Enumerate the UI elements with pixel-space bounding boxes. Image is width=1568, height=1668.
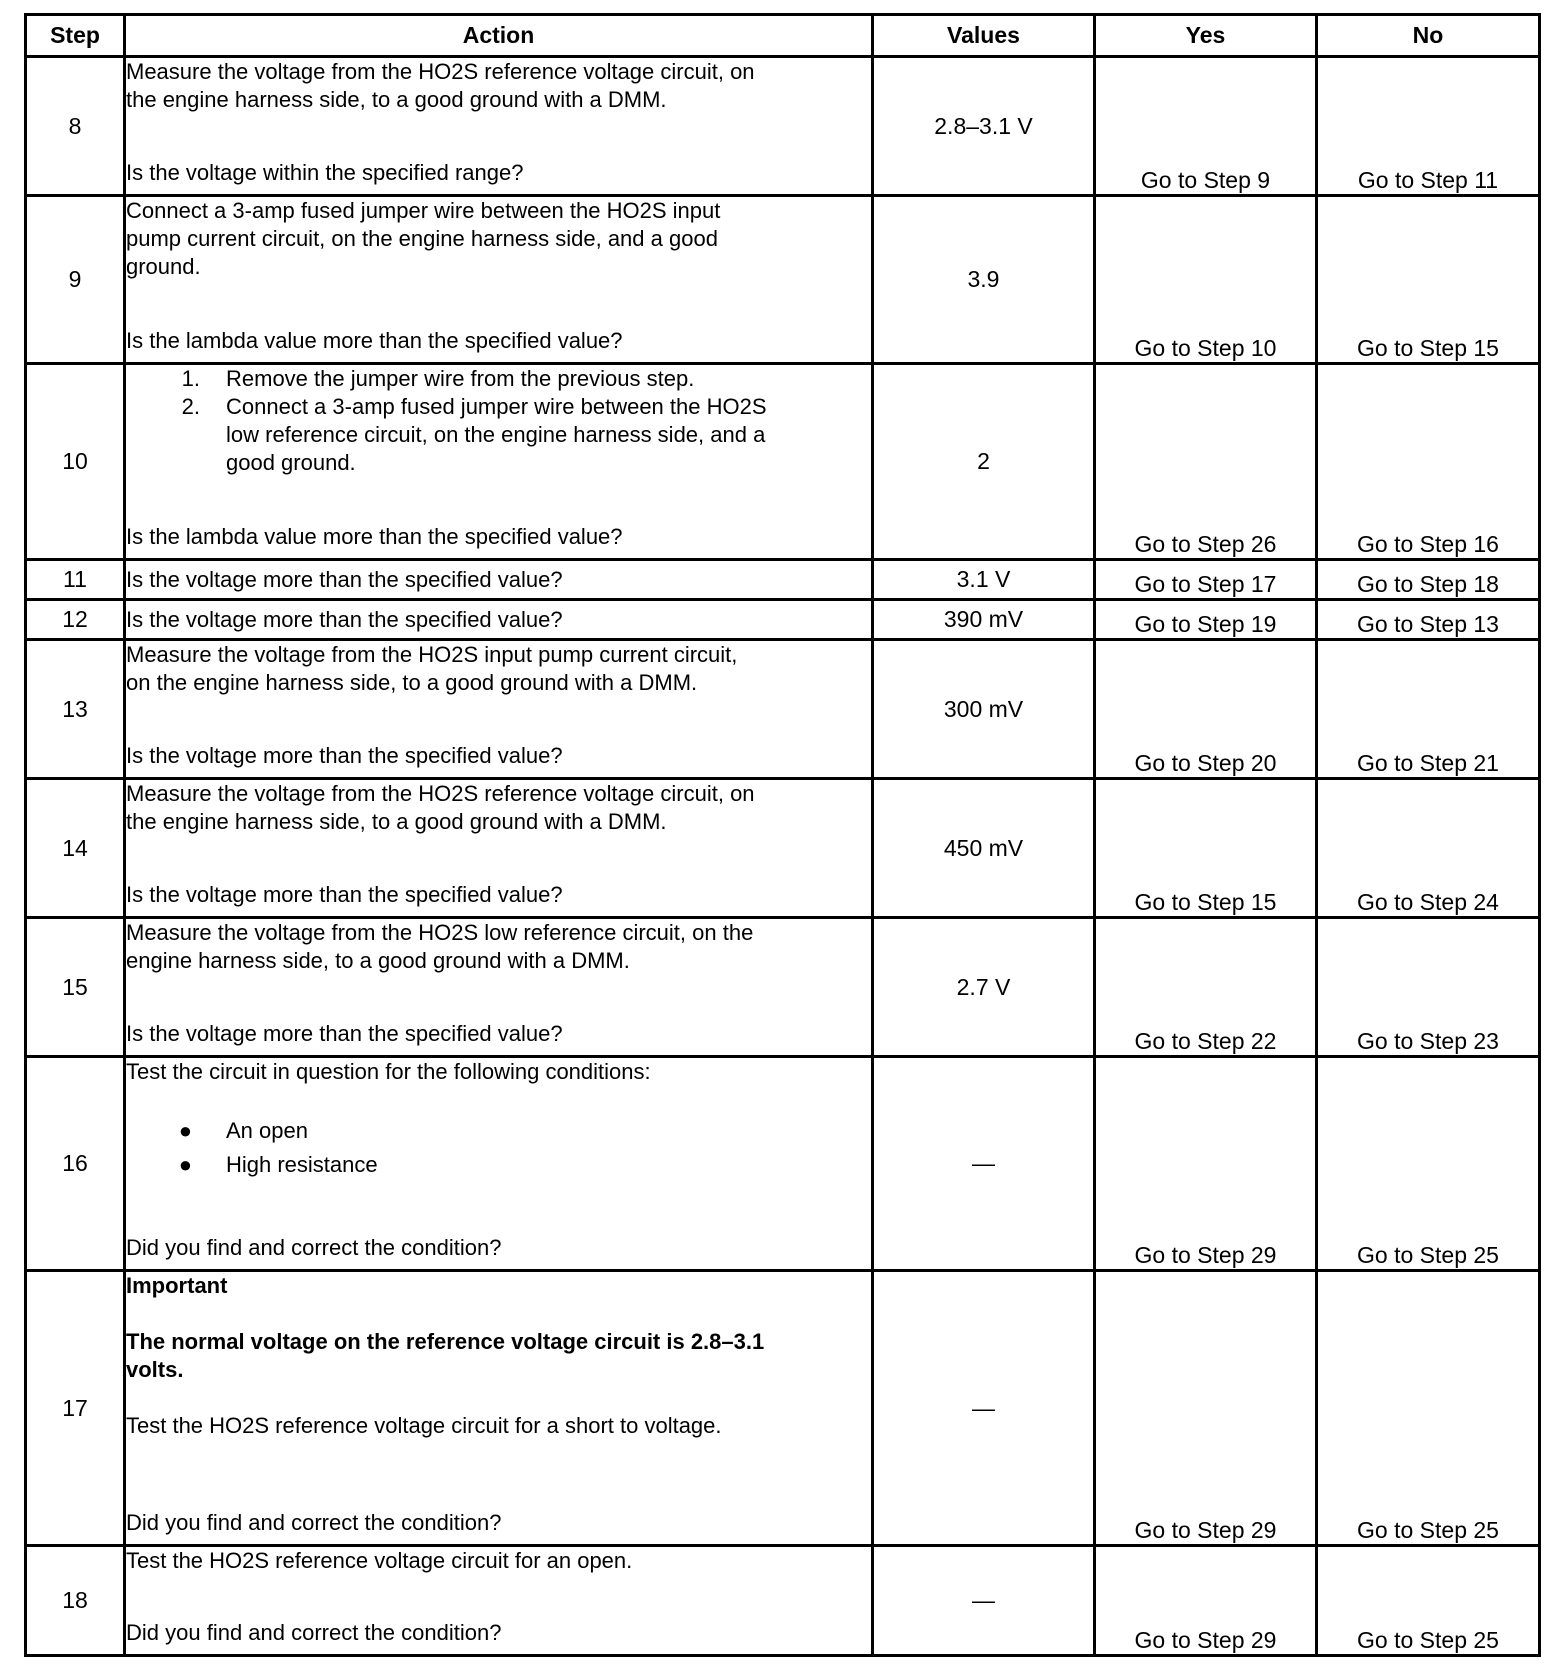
step-number: 15 (26, 918, 125, 1057)
yes-cell: Go to Step 19 (1095, 600, 1317, 640)
action-question: Is the voltage more than the specified value? (126, 743, 563, 768)
no-cell: Go to Step 16 (1317, 364, 1540, 560)
step-number: 11 (26, 560, 125, 600)
no-cell: Go to Step 25 (1317, 1271, 1540, 1546)
list-text: Remove the jumper wire from the previous step. (226, 366, 695, 391)
bullet-text: High resistance (226, 1152, 378, 1177)
action-line: the engine harness side, to a good ground with a DMM. (126, 809, 667, 834)
list-text: good ground. (226, 450, 356, 475)
action-cell (125, 779, 873, 918)
action-line: Test the circuit in question for the following conditions: (126, 1059, 651, 1084)
action-line: Test the HO2S reference voltage circuit for an open. (126, 1548, 633, 1573)
action-line: Measure the voltage from the HO2S input pump current circuit, (126, 642, 738, 667)
value-cell: — (873, 1546, 1095, 1656)
yes-cell: Go to Step 20 (1095, 640, 1317, 779)
action-question: Is the lambda value more than the specified value? (126, 524, 623, 549)
yes-cell: Go to Step 15 (1095, 779, 1317, 918)
action-question: Is the voltage more than the specified value? (125, 600, 873, 640)
list-text: low reference circuit, on the engine harness side, and a (226, 422, 766, 447)
action-line: ground. (126, 254, 201, 279)
no-cell: Go to Step 13 (1317, 600, 1540, 640)
action-cell (125, 1057, 873, 1271)
diagnostic-table (24, 13, 1541, 1657)
value-cell: 3.1 V (873, 560, 1095, 600)
table-row (26, 57, 1540, 196)
value-cell: 2.7 V (873, 918, 1095, 1057)
important-text: The normal voltage on the reference voltage circuit is 2.8–3.1 (126, 1329, 765, 1354)
action-line: Measure the voltage from the HO2S reference voltage circuit, on (126, 59, 755, 84)
table-row (26, 560, 1540, 600)
value-cell: 3.9 (873, 196, 1095, 364)
no-cell: Go to Step 25 (1317, 1057, 1540, 1271)
table-row (26, 918, 1540, 1057)
bullet-icon: ● (178, 1152, 192, 1177)
bullet-text: An open (226, 1118, 308, 1143)
list-item (126, 365, 871, 393)
yes-cell: Go to Step 17 (1095, 560, 1317, 600)
yes-cell: Go to Step 22 (1095, 918, 1317, 1057)
value-cell: 2 (873, 364, 1095, 560)
action-cell (125, 1546, 873, 1656)
action-question: Did you find and correct the condition? (126, 1510, 502, 1535)
no-cell: Go to Step 24 (1317, 779, 1540, 918)
action-line: the engine harness side, to a good ground with a DMM. (126, 87, 667, 112)
header-row (26, 15, 1540, 57)
no-cell: Go to Step 25 (1317, 1546, 1540, 1656)
action-line: pump current circuit, on the engine harness side, and a good (126, 226, 718, 251)
important-text: volts. (126, 1357, 184, 1382)
value-cell: 450 mV (873, 779, 1095, 918)
bullet-icon: ● (178, 1118, 192, 1143)
step-number: 13 (26, 640, 125, 779)
table-row (26, 1271, 1540, 1546)
action-line: Connect a 3-amp fused jumper wire between the HO2S input (126, 198, 721, 223)
list-item (126, 393, 871, 477)
table-row (26, 1057, 1540, 1271)
no-cell: Go to Step 23 (1317, 918, 1540, 1057)
yes-cell: Go to Step 29 (1095, 1271, 1317, 1546)
header-step: Step (26, 15, 125, 57)
table-row (26, 640, 1540, 779)
step-number: 14 (26, 779, 125, 918)
action-cell (125, 196, 873, 364)
action-cell (125, 364, 873, 560)
step-number: 8 (26, 57, 125, 196)
bullet-list (126, 1114, 871, 1182)
step-number: 12 (26, 600, 125, 640)
value-cell: 2.8–3.1 V (873, 57, 1095, 196)
value-cell: — (873, 1271, 1095, 1546)
action-question: Is the voltage more than the specified value? (126, 1021, 563, 1046)
list-number: 1. (181, 366, 200, 391)
action-question: Is the voltage within the specified range? (126, 160, 524, 185)
list-number: 2. (181, 394, 200, 419)
action-cell (125, 918, 873, 1057)
table-row (26, 364, 1540, 560)
value-cell: — (873, 1057, 1095, 1271)
value-cell: 390 mV (873, 600, 1095, 640)
header-action: Action (125, 15, 873, 57)
action-line: engine harness side, to a good ground with a DMM. (126, 948, 630, 973)
important-label: Important (126, 1273, 228, 1298)
action-question: Did you find and correct the condition? (126, 1620, 502, 1645)
table-row (26, 779, 1540, 918)
action-cell (125, 57, 873, 196)
yes-cell: Go to Step 9 (1095, 57, 1317, 196)
step-number: 18 (26, 1546, 125, 1656)
no-cell: Go to Step 18 (1317, 560, 1540, 600)
list-item (126, 1114, 871, 1148)
list-item (126, 1148, 871, 1182)
header-yes: Yes (1095, 15, 1317, 57)
header-no: No (1317, 15, 1540, 57)
yes-cell: Go to Step 26 (1095, 364, 1317, 560)
yes-cell: Go to Step 29 (1095, 1546, 1317, 1656)
action-line: Measure the voltage from the HO2S reference voltage circuit, on (126, 781, 755, 806)
action-question: Is the voltage more than the specified value? (125, 560, 873, 600)
yes-cell: Go to Step 29 (1095, 1057, 1317, 1271)
numbered-list (126, 365, 871, 477)
step-number: 9 (26, 196, 125, 364)
step-number: 17 (26, 1271, 125, 1546)
no-cell: Go to Step 15 (1317, 196, 1540, 364)
list-text: Connect a 3-amp fused jumper wire between the HO2S (226, 394, 767, 419)
step-number: 10 (26, 364, 125, 560)
table-row (26, 600, 1540, 640)
table-row (26, 1546, 1540, 1656)
no-cell: Go to Step 21 (1317, 640, 1540, 779)
action-question: Did you find and correct the condition? (126, 1235, 502, 1260)
action-question: Is the voltage more than the specified value? (126, 882, 563, 907)
action-line: Measure the voltage from the HO2S low reference circuit, on the (126, 920, 754, 945)
value-cell: 300 mV (873, 640, 1095, 779)
action-cell (125, 1271, 873, 1546)
no-cell: Go to Step 11 (1317, 57, 1540, 196)
action-question: Is the lambda value more than the specified value? (126, 328, 623, 353)
yes-cell: Go to Step 10 (1095, 196, 1317, 364)
action-line: Test the HO2S reference voltage circuit for a short to voltage. (126, 1413, 722, 1438)
action-cell (125, 640, 873, 779)
action-line: on the engine harness side, to a good ground with a DMM. (126, 670, 698, 695)
table-row (26, 196, 1540, 364)
header-values: Values (873, 15, 1095, 57)
step-number: 16 (26, 1057, 125, 1271)
